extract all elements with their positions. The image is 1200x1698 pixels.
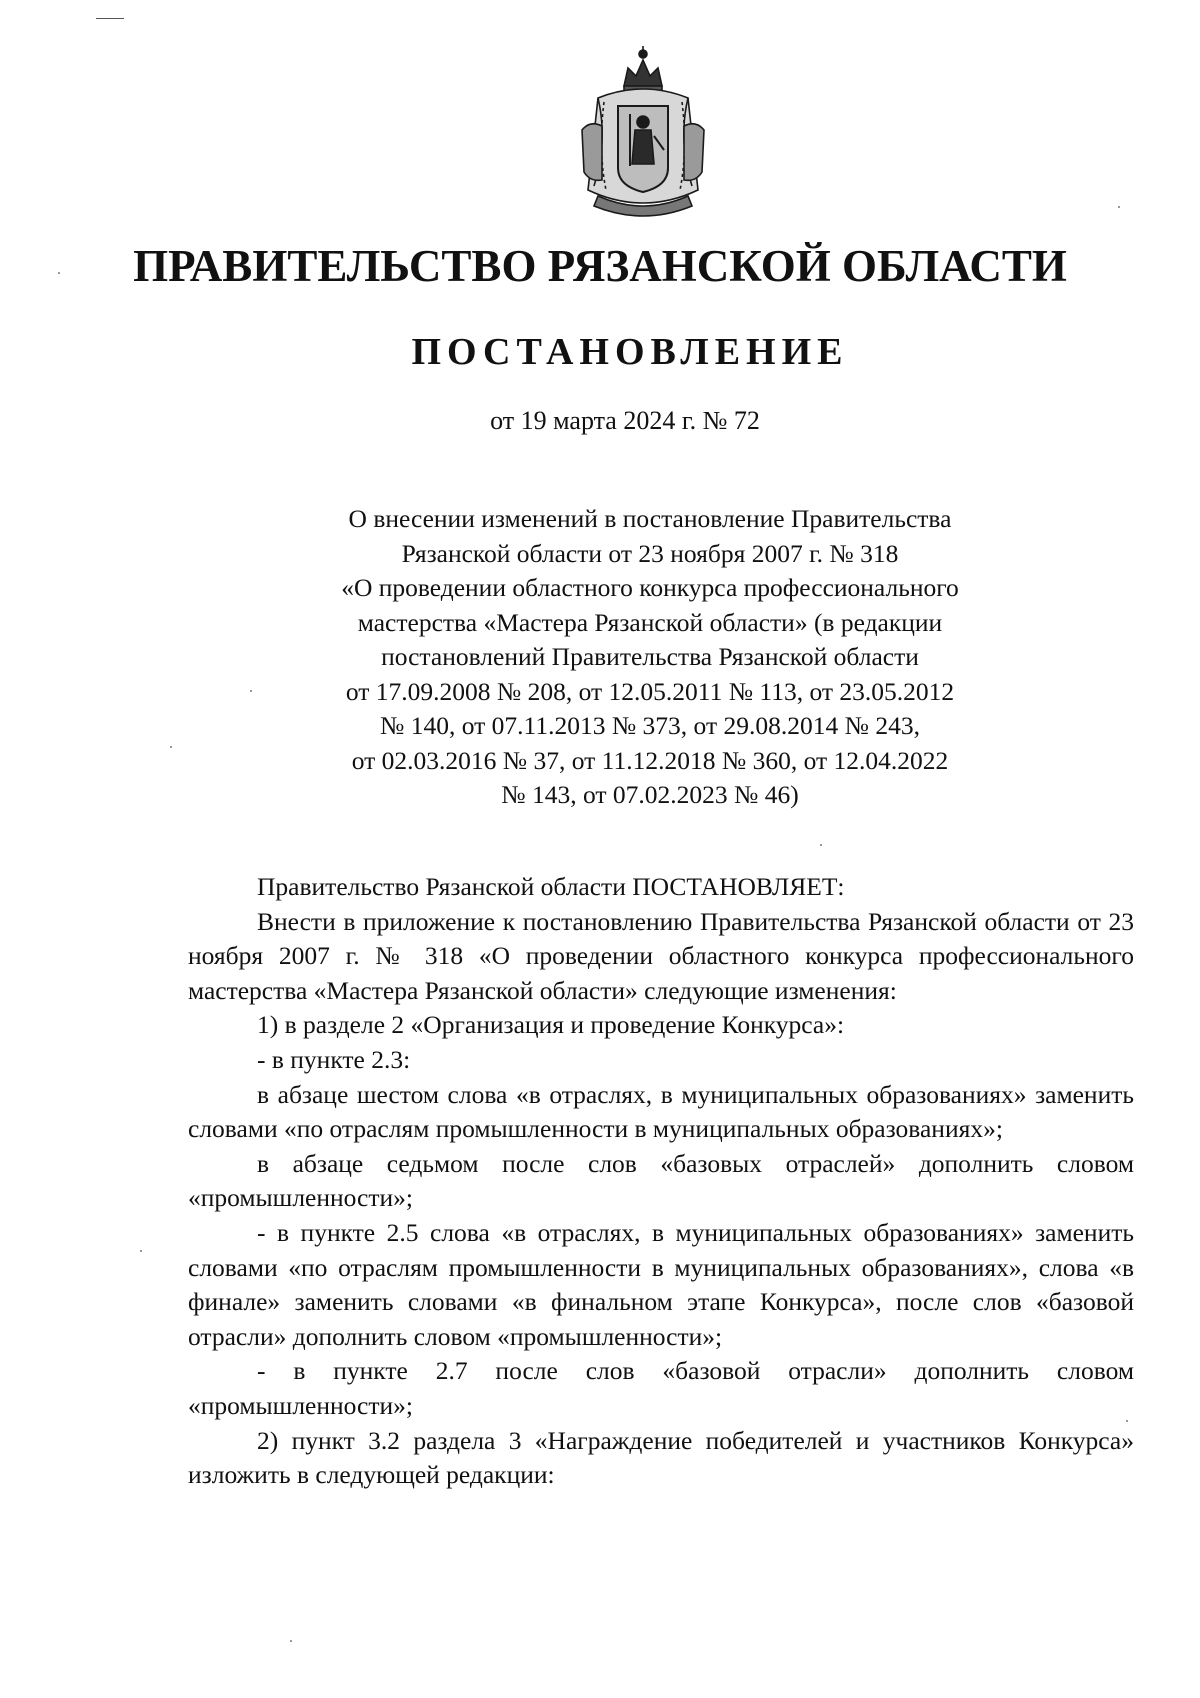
organization-title: ПРАВИТЕЛЬСТВО РЯЗАНСКОЙ ОБЛАСТИ [133, 241, 1067, 291]
body-paragraph: 1) в разделе 2 «Организация и проведение Конкурса»: [257, 1010, 845, 1040]
scan-speck [250, 690, 252, 692]
scan-speck [1118, 206, 1120, 208]
subject-line: Рязанской области от 23 ноября 2007 г. № 318 [401, 538, 899, 568]
document-subject [290, 502, 1010, 813]
subject-line: от 17.09.2008 № 208, от 12.05.2011 № 113, от 23.05.2012 [345, 676, 955, 706]
body-paragraph: Внести в приложение к постановлению Правительства Рязанской области от 23 ноября 2007 г. № 318 «О проведении областного конкурса профессионального мастерства «Мастера Рязанской области» следующие изменения: [188, 906, 1134, 1005]
document-date-number: от 19 марта 2024 г. № 72 [490, 406, 760, 435]
subject-line: № 140, от 07.11.2013 № 373, от 29.08.2014 № 243, [380, 711, 920, 740]
body-paragraph: - в пункте 2.5 слова «в отраслях, в муниципальных образованиях» заменить словами «по отраслям промышленности в муниципальных образованиях», слова «в финале» заменить словами «в финальном этапе Конкурса», после слов «базовой отрасли» дополнить словом «промышленности»; [188, 1217, 1134, 1351]
scan-speck [290, 1640, 292, 1642]
body-paragraph: в абзаце седьмом после слов «базовых отраслей» дополнить словом «промышленности»; [188, 1148, 1134, 1213]
document-type: ПОСТАНОВЛЕНИЕ [411, 331, 849, 373]
scan-speck [170, 746, 172, 748]
document-body [188, 870, 1134, 1493]
subject-line: «О проведении областного конкурса профессионального [341, 573, 959, 602]
subject-line: мастерства «Мастера Рязанской области» (в редакции [357, 607, 943, 637]
scan-speck [140, 1250, 142, 1252]
body-paragraph: - в пункте 2.7 после слов «базовой отрасли» дополнить словом «промышленности»; [188, 1356, 1134, 1420]
scan-speck [1126, 1420, 1128, 1422]
subject-line: от 02.03.2016 № 37, от 11.12.2018 № 360, от 12.04.2022 [351, 745, 949, 775]
coat-of-arms-icon [568, 40, 718, 224]
body-paragraph: в абзаце шестом слова «в отраслях, в муниципальных образованиях» заменить словами «по отраслям промышленности в муниципальных образованиях»; [188, 1079, 1134, 1144]
scan-speck [820, 844, 822, 846]
subject-line: № 143, от 07.02.2023 № 46) [501, 780, 799, 809]
body-paragraph: 2) пункт 3.2 раздела 3 «Награждение победителей и участников Конкурса» изложить в следующей редакции: [188, 1425, 1134, 1490]
body-paragraph: - в пункте 2.3: [257, 1044, 411, 1074]
subject-line: постановлений Правительства Рязанской области [381, 642, 919, 671]
scan-corner-mark [96, 18, 124, 19]
resolution-preamble: Правительство Рязанской области ПОСТАНОВЛЯЕТ: [257, 872, 845, 901]
scan-speck [58, 272, 60, 274]
subject-line: О внесении изменений в постановление Правительства [348, 504, 952, 533]
